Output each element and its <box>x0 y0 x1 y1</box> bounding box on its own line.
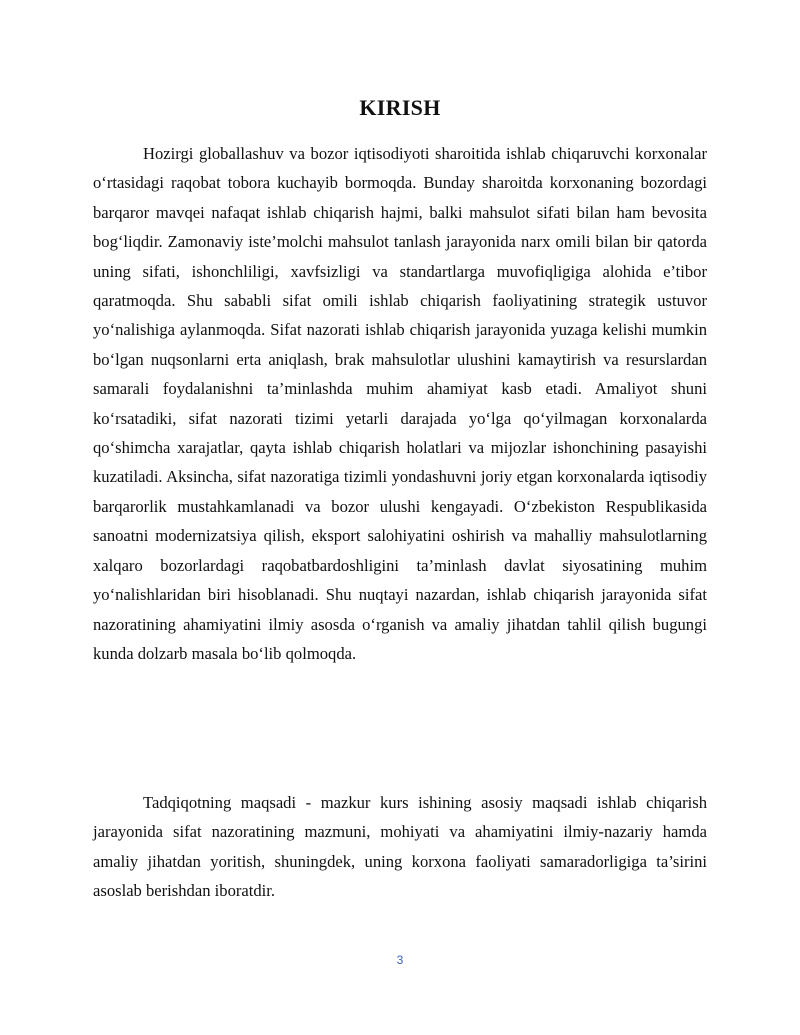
page-number: 3 <box>396 953 404 967</box>
paragraph-research-goal: Tadqiqotning maqsadi - mazkur kurs ishining asosiy maqsadi ishlab chiqarish jarayonida sifat nazoratining mazmuni, mohiyati va ahamiyatini ilmiy-nazariy hamda amaliy jihatdan yoritish, shuningdek, uning korxona faoliyati samaradorligiga ta’sirini asoslab berishdan iboratdir. <box>93 793 707 901</box>
paragraph-introduction: Hozirgi globallashuv va bozor iqtisodiyoti sharoitida ishlab chiqaruvchi korxonalar o‘rtasidagi raqobat tobora kuchayib bormoqda. Bunday sharoitda korxonaning bozordagi barqaror mavqei nafaqat ishlab chiqarish hajmi, balki mahsulot sifati bilan ham bevosita bog‘liqdir. Zamonaviy iste’molchi mahsulot tanlash jarayonida narx omili bilan bir qatorda uning sifati, ishonchliligi, xavfsizligi va standartlarga muvofiqligiga alohida e’tibor qaratmoqda. Shu sababli sifat omili ishlab chiqarish faoliyatining strategik ustuvor yo‘nalishiga aylanmoqda. Sifat nazorati ishlab chiqarish jarayonida yuzaga kelishi mumkin bo‘lgan nuqsonlarni erta aniqlash, brak mahsulotlar ulushini kamaytirish va resurslardan samarali foydalanishni ta’minlashda muhim ahamiyat kasb etadi. Amaliyot shuni ko‘rsatadiki, sifat nazorati tizimi yetarli darajada yo‘lga qo‘yilmagan korxonalarda qo‘shimcha xarajatlar, qayta ishlab chiqarish holatlari va mijozlar ishonchining pasayishi kuzatiladi. Aksincha, sifat nazoratiga tizimli yondashuvni joriy etgan korxonalarda iqtisodiy barqarorlik mustahkamlanadi va bozor ulushi kengayadi. O‘zbekiston Respublikasida sanoatni modernizatsiya qilish, eksport salohiyatini oshirish va mahalliy mahsulotlarning xalqaro bozorlardagi raqobatbardoshligini ta’minlash davlat siyosatining muhim yo‘nalishlaridan biri hisoblanadi. Shu nuqtayi nazardan, ishlab chiqarish jarayonida sifat nazoratining ahamiyatini ilmiy asosda o‘rganish va amaliy jihatdan tahlil qilish bugungi kunda dolzarb masala bo‘lib qolmoqda. <box>93 144 707 663</box>
page-title: KIRISH <box>359 95 441 120</box>
